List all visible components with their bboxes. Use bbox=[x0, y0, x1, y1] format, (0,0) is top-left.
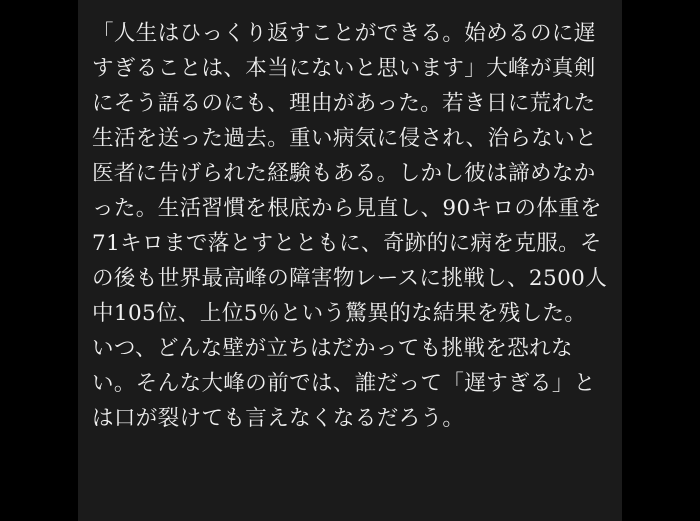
right-margin bbox=[622, 0, 700, 521]
document-body-text: 「人生はひっくり返すことができる。始めるのに遅すぎることは、本当にないと思います」大峰が真剣にそう語るのにも、理由があった。若き日に荒れた生活を送った過去。重い病気に侵され、治らないと医者に告げられた経験もある。しかし彼は諦めなかった。生活習慣を根底から見直し、90キロの体重を71キロまで落とすとともに、奇跡的に病を克服。その後も世界最高峰の障害物レースに挑戦し、2500人中105位、上位5％という驚異的な結果を残した。いつ、どんな壁が立ちはだかっても挑戦を恐れない。そんな大峰の前では、誰だって「遅すぎる」とは口が裂けても言えなくなるだろう。 bbox=[92, 21, 608, 431]
left-margin bbox=[0, 0, 78, 521]
document-page bbox=[78, 0, 622, 521]
